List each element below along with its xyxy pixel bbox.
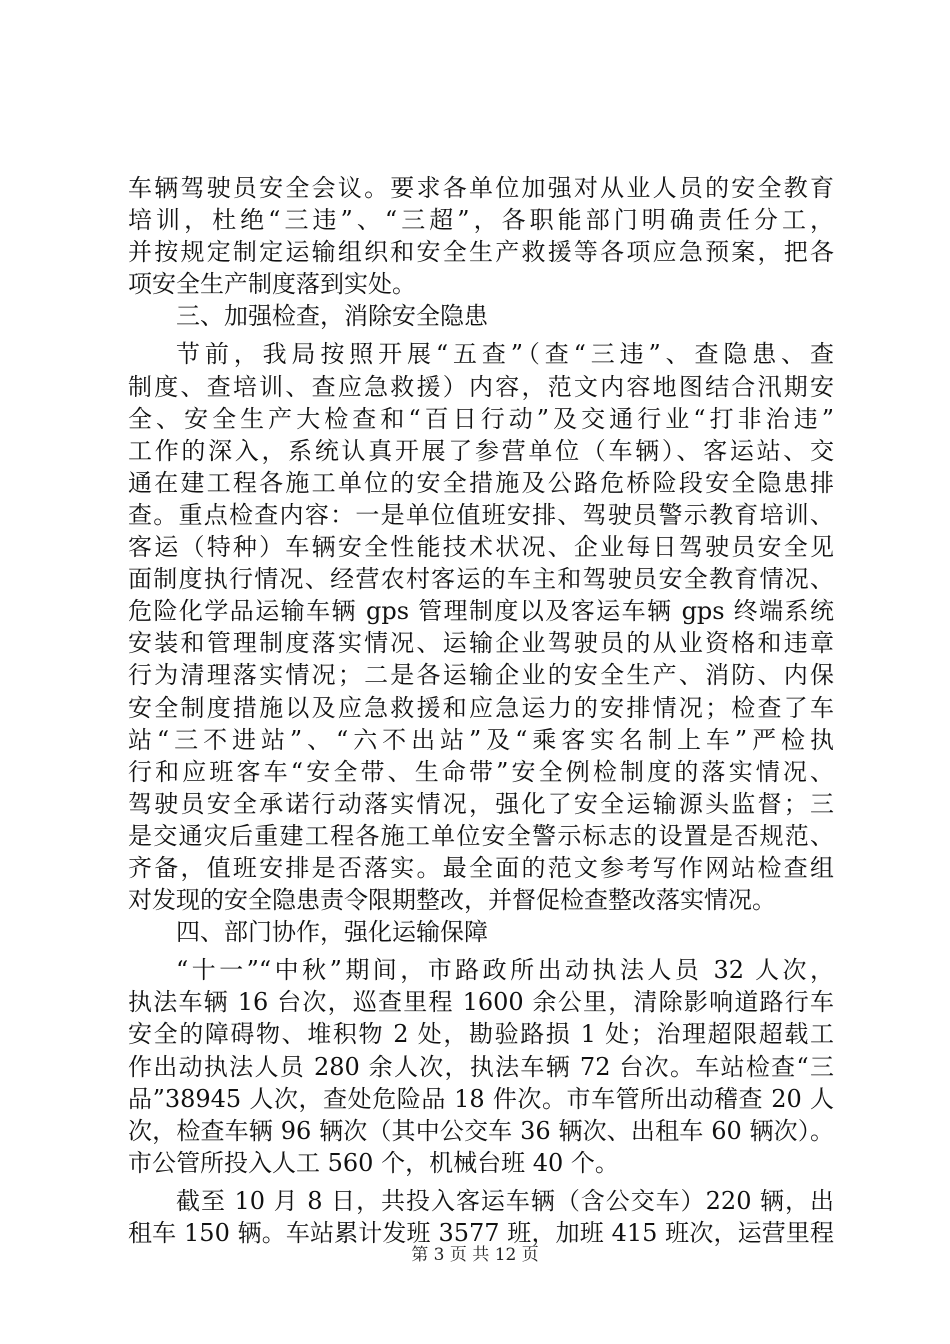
text-line: 齐备，值班安排是否落实。最全面的范文参考写作网站检查组	[128, 853, 834, 882]
text-line: 对发现的安全隐患责令限期整改，并督促检查整改落实情况。	[128, 886, 776, 915]
text-line: 危险化学品运输车辆 gps 管理制度以及客运车辆 gps 终端系统	[128, 597, 834, 626]
section-heading-text: 三、加强检查，消除安全隐患	[176, 302, 488, 331]
text-line: 项安全生产制度落到实处。	[128, 270, 416, 299]
section-heading-text: 四、部门协作，强化运输保障	[176, 918, 488, 947]
text-line: 并按规定制定运输组织和安全生产救援等各项应急预案，把各	[128, 238, 834, 267]
text-line: 行为清理落实情况；二是各运输企业的安全生产、消防、内保	[128, 661, 834, 690]
text-line: 次，检查车辆 96 辆次（其中公交车 36 辆次、出租车 60 辆次）。	[128, 1116, 834, 1145]
text-line: 查。重点检查内容：一是单位值班安排、驾驶员警示教育培训、	[128, 500, 834, 529]
text-line: 站“三不进站”、“六不出站”及“乘客实名制上车”严检执	[128, 725, 834, 754]
text-line: 执法车辆 16 台次，巡查里程 1600 余公里，清除影响道路行车	[128, 988, 834, 1017]
text-line: 安全制度措施以及应急救援和应急运力的安排情况；检查了车	[128, 693, 834, 722]
text-line: 品”38945 人次，查处危险品 18 件次。市车管所出动稽查 20 人	[128, 1084, 834, 1113]
text-line: 市公管所投入人工 560 个，机械台班 40 个。	[128, 1148, 619, 1177]
paragraph	[128, 1185, 834, 1249]
text-line: 培训，杜绝“三违”、“三超”，各职能部门明确责任分工，	[128, 206, 834, 235]
text-line: 全、安全生产大检查和“百日行动”及交通行业“打非治违”	[128, 404, 834, 433]
document-body	[128, 172, 834, 1249]
section-heading	[128, 300, 834, 332]
text-line: 租车 150 辆。车站累计发班 3577 班，加班 415 班次，运营里程	[128, 1219, 834, 1247]
paragraph	[128, 172, 834, 300]
text-line: 行和应班客车“安全带、生命带”安全例检制度的落实情况、	[128, 757, 834, 786]
text-line: 安全的障碍物、堆积物 2 处，勘验路损 1 处；治理超限超载工	[128, 1020, 834, 1049]
text-line: 是交通灾后重建工程各施工单位安全警示标志的设置是否规范、	[128, 821, 834, 850]
text-line: 驾驶员安全承诺行动落实情况，强化了安全运输源头监督；三	[128, 789, 834, 818]
text-line: 截至 10 月 8 日，共投入客运车辆（含公交车）220 辆，出	[176, 1186, 834, 1215]
text-line: 制度、查培训、查应急救援）内容，范文内容地图结合汛期安	[128, 372, 834, 401]
text-line: 客运（特种）车辆安全性能技术状况、企业每日驾驶员安全见	[128, 533, 834, 562]
text-line: 面制度执行情况、经营农村客运的车主和驾驶员安全教育情况、	[128, 565, 834, 594]
text-line: 作出动执法人员 280 余人次，执法车辆 72 台次。车站检查“三	[128, 1052, 834, 1081]
text-line: 通在建工程各施工单位的安全措施及公路危桥险段安全隐患排	[128, 468, 834, 497]
text-line: 工作的深入，系统认真开展了参营单位（车辆）、客运站、交	[128, 436, 834, 465]
text-line: 车辆驾驶员安全会议。要求各单位加强对从业人员的安全教育	[128, 174, 834, 202]
page-number-footer: 第 3 页 共 12 页	[411, 1245, 539, 1265]
text-line: 安装和管理制度落实情况、运输企业驾驶员的从业资格和违章	[128, 629, 834, 658]
paragraph	[128, 338, 834, 916]
text-line: 节前，我局按照开展“五查”（查“三违”、查隐患、查	[176, 340, 834, 369]
section-heading	[128, 916, 834, 948]
paragraph	[128, 954, 834, 1179]
text-line: “十一”“中秋”期间，市路政所出动执法人员 32 人次，	[176, 956, 834, 985]
